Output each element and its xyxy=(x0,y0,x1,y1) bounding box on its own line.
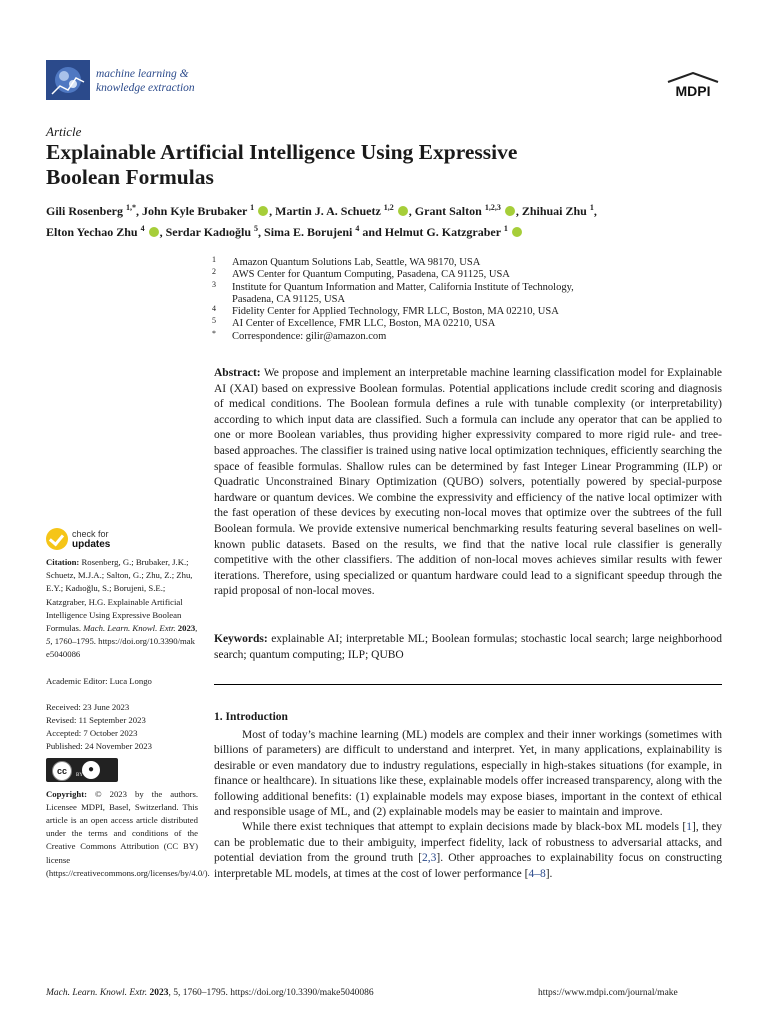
footer-citation: Mach. Learn. Knowl. Extr. 2023, 5, 1760–1795. https://doi.org/10.3390/make5040086 xyxy=(46,988,374,998)
affiliation-item xyxy=(212,279,722,294)
author-affiliation-marker: 1 xyxy=(589,203,594,212)
affiliation-item xyxy=(212,318,722,330)
affiliation-item xyxy=(212,257,722,269)
author-list: Gili Rosenberg $^{1,*}$, John Kyle Brubaker $^1$ , Martin J. A. Schuetz $^{1,2}$ , Grant Salton $^{1,2,3}$ , Zhihuai Zhu $^1$, Elton Yechao Zhu $^4$ , Serdar Kadıoğlu $^5$, Sima E. Borujeni $^4$ and Helmut G. Katzgraber $^1$ xyxy=(46,203,597,239)
section-heading: 1. Introduction xyxy=(214,711,288,723)
paper-title xyxy=(46,140,726,190)
author-affiliation-marker: 1 xyxy=(250,203,255,212)
title-line-2: Boolean Formulas xyxy=(46,165,214,189)
author-affiliation-marker: 1,2,3 xyxy=(484,203,501,212)
introduction-body xyxy=(214,728,722,882)
abstract: Abstract: We propose and implement an interpretable machine learning classification model for Explainable AI (XAI) based on expressive Boolean formulas. Potential applications include credit scoring and diagnosis of medical conditions. The Boolean formula defines a rule with tunable complexity (or interpretability) according to which input data are classified. Such a formula can include any operator that can be applied to one or more Boolean variables, thus providing higher expressivity compared to more rigid rule- and tree-based approaches. The classifier is trained using native local optimization techniques, efficiently searching the space of feasible formulas. Shallow rules can be determined by fast Integer Linear Programming (ILP) or Quadratic Unconstrained Binary Optimization (QUBO) solvers, potentially powered by special-purpose hardware or quantum devices. We combine the expressivity and efficiency of the native local optimizer with the fast operation of these devices by executing non-local moves that optimize over the subtrees of the full Boolean formula. We provide extensive numerical benchmarking results featuring several baselines on well-known public datasets. Based on the results, we find that the native local rule classifier is generally competitive with the other classifiers. The addition of non-local moves achieves similar results with fewer iterations. Therefore, using specialized or quantum hardware could lead to a significant speedup through the rapid proposal of non-local moves. xyxy=(214,367,723,598)
section-divider xyxy=(214,684,722,685)
mdpi-logo xyxy=(664,72,722,100)
cc-by-license-badge[interactable]: cc ● BY xyxy=(46,758,118,782)
copyright-notice: Copyright: © 2023 by the authors. Licensee MDPI, Basel, Switzerland. This article is an open access article distributed under the terms and conditions of the Creative Commons Attribution (CC BY) license (https://creativecommons.org/licenses/by/4.0/). xyxy=(46,788,210,878)
author-name: Sima E. Borujeni xyxy=(264,225,353,239)
orcid-icon[interactable] xyxy=(512,227,522,237)
cc-icon: cc xyxy=(52,761,72,781)
affiliation-item xyxy=(212,328,722,343)
academic-editor: Academic Editor: Luca Longo xyxy=(46,675,152,686)
orcid-icon[interactable] xyxy=(258,206,268,216)
author-name: Grant Salton xyxy=(414,204,482,218)
citation-doi-link[interactable]: https://doi.org/10.3390/make5040086 xyxy=(46,636,195,660)
author-name: Helmut G. Katzgraber xyxy=(384,225,501,239)
check-for-updates-badge[interactable]: check for updates xyxy=(46,528,156,552)
affiliation-text: Amazon Quantum Solutions Lab, Seattle, WA 98170, USA xyxy=(232,257,481,268)
keywords: Keywords: explainable AI; interpretable ML; Boolean formulas; stochastic local search; large neighborhood search; quantum computing; ILP; QUBO xyxy=(214,633,723,661)
date-received: Received: 23 June 2023 xyxy=(46,701,130,712)
sidebar-info xyxy=(46,556,210,880)
citation-link[interactable]: 1 xyxy=(686,821,692,834)
affiliation-marker: 1 xyxy=(212,255,216,264)
orcid-icon[interactable] xyxy=(398,206,408,216)
citation-link[interactable]: 2,3 xyxy=(422,852,437,865)
citation-link[interactable]: 4–8 xyxy=(528,867,546,880)
affiliation-text: Institute for Quantum Information and Matter, California Institute of Technology, xyxy=(232,281,574,293)
affiliation-item xyxy=(212,269,722,281)
date-revised: Revised: 11 September 2023 xyxy=(46,715,146,726)
article-type: Article xyxy=(46,124,82,139)
check-icon xyxy=(46,528,68,550)
affiliation-marker: 3 xyxy=(212,279,216,289)
affiliation-marker: * xyxy=(212,328,216,338)
journal-name: machine learning & knowledge extraction xyxy=(96,68,195,94)
author-name: Martin J. A. Schuetz xyxy=(275,204,381,218)
affiliation-text: Correspondence: gilir@amazon.com xyxy=(232,330,387,342)
author-name: Gili Rosenberg xyxy=(46,204,123,218)
author-affiliation-marker: 1 xyxy=(503,224,508,233)
author-affiliation-marker: 4 xyxy=(140,224,145,233)
mdpi-logo-text: MDPI xyxy=(675,83,711,99)
title-line-1: Explainable Artificial Intelligence Using Expressive xyxy=(46,140,518,164)
attribution-person-icon: ● xyxy=(82,761,100,779)
affiliation-text: AWS Center for Quantum Computing, Pasadena, CA 91125, USA xyxy=(232,269,510,281)
orcid-icon[interactable] xyxy=(505,206,515,216)
affiliation-marker: 2 xyxy=(212,267,216,277)
date-published: Published: 24 November 2023 xyxy=(46,741,152,752)
affiliation-text: Pasadena, CA 91125, USA xyxy=(232,293,346,305)
journal-logo xyxy=(46,60,90,100)
paragraph: While there exist techniques that attempt to explain decisions made by black-box ML models [1], they can be problematic due to their ambiguity, imperfect fidelity, lack of robustness to adversarial attacks, and potential deviation from the ground truth [2,3]. Other approaches to explainability focus on constructing interpretable ML models, at times at the cost of lower performance [4–8]. xyxy=(214,821,722,880)
author-name: John Kyle Brubaker xyxy=(142,204,248,218)
affiliation-marker: 4 xyxy=(212,304,216,314)
affiliation-text: Fidelity Center for Applied Technology, FMR LLC, Boston, MA 02210, USA xyxy=(232,306,559,318)
paragraph: Most of today’s machine learning (ML) models are complex and their inner workings (sometimes with billions of parameters) are difficult to understand and interpret. Yet, in many applications, explainability is desirable or even mandatory due to industry regulations, especially in high-stakes situations (for example, in finance or healthcare). In situations like these, explainable models offer increased transparency, along with the following additional benefits: (1) explainable models may expose biases, important in the context of ethical and responsible usage of ML, and (2) explainable models may be easier to maintain and improve. xyxy=(214,729,722,819)
date-accepted: Accepted: 7 October 2023 xyxy=(46,728,138,739)
author-affiliation-marker: 5 xyxy=(254,224,259,233)
author-affiliation-marker: 4 xyxy=(355,224,360,233)
orcid-icon[interactable] xyxy=(149,227,159,237)
affiliation-marker: 5 xyxy=(212,316,216,326)
author-name: Serdar Kadıoğlu xyxy=(165,225,252,239)
affiliation-list xyxy=(212,257,722,343)
author-affiliation-marker: 1,* xyxy=(126,203,136,212)
affiliation-item xyxy=(212,306,722,318)
affiliation-item xyxy=(212,294,722,306)
author-name: Elton Yechao Zhu xyxy=(46,225,138,239)
author-affiliation-marker: 1,2 xyxy=(383,203,394,212)
author-name: Zhihuai Zhu xyxy=(521,204,587,218)
affiliation-text: AI Center of Excellence, FMR LLC, Boston, MA 02210, USA xyxy=(232,318,496,330)
footer-journal-url[interactable]: https://www.mdpi.com/journal/make xyxy=(538,988,678,998)
citation: Citation: Rosenberg, G.; Brubaker, J.K.; Schuetz, M.J.A.; Salton, G.; Zhu, Z.; Zhu, E.Y.; Kadıoğlu, S.; Borujeni, S.E.; Katzgraber, H.G. Explainable Artificial Intelligence Using Expressive Boolean Formulas. Mach. Learn. Knowl. Extr. 2023, 5, 1760–1795. https://doi.org/10.3390/make5040086 xyxy=(46,557,198,660)
